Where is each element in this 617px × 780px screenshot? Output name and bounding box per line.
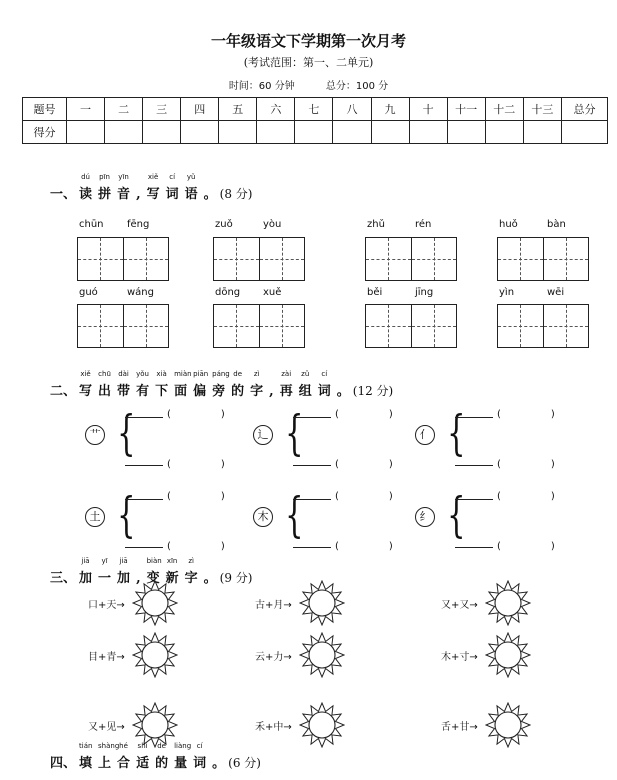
- grid-cell[interactable]: [412, 238, 457, 280]
- section1-char: [98, 173, 112, 202]
- section1-char-text: 读: [79, 187, 93, 202]
- score-header-cell: 总分: [562, 98, 608, 121]
- section3-char: [117, 557, 131, 586]
- sun-answer-icon[interactable]: [485, 702, 531, 748]
- score-input-cell[interactable]: [371, 121, 409, 144]
- section2-char: [117, 370, 131, 399]
- addition-equation: 目+青→: [88, 652, 125, 663]
- section1-char-text: 写: [146, 187, 160, 202]
- section2-char: [279, 370, 293, 399]
- pinyin-syllable: yìn: [499, 287, 515, 298]
- section2-points: (12 分): [352, 384, 394, 398]
- section2-char: [79, 370, 93, 399]
- section2-char-text: 词: [317, 384, 331, 399]
- section1-char: [184, 173, 198, 202]
- score-header-cell: 十三: [523, 98, 561, 121]
- sun-answer-icon[interactable]: [299, 580, 345, 626]
- section2-char: [193, 370, 209, 399]
- exam-scope: (考试范围：第一、二单元): [243, 56, 374, 69]
- section1-char-text: 拼: [98, 187, 112, 202]
- section3-char-pinyin: biàn: [146, 557, 162, 565]
- grid-cell[interactable]: [78, 305, 124, 347]
- section2-char-text: 组: [298, 384, 312, 399]
- pinyin-syllable: jīng: [415, 287, 434, 298]
- section4-char-pinyin: shàng: [98, 742, 120, 750]
- radical-circle: 艹: [85, 425, 105, 445]
- score-header-cell: 四: [181, 98, 219, 121]
- score-header-cell: 十: [409, 98, 447, 121]
- section4-char-text: 量: [174, 756, 188, 771]
- section4-char: [79, 742, 93, 771]
- section4-char: [136, 742, 150, 771]
- grid-cell[interactable]: [366, 238, 412, 280]
- pinyin-syllable: huǒ: [499, 219, 518, 230]
- score-input-cell[interactable]: [562, 121, 608, 144]
- writing-grid[interactable]: [213, 304, 305, 348]
- score-input-cell[interactable]: [447, 121, 485, 144]
- word-paren[interactable]: ( ): [497, 491, 555, 502]
- section4-char-text: 。: [212, 756, 226, 771]
- answer-blank[interactable]: [293, 499, 331, 500]
- section2-char-text: 的: [231, 384, 245, 399]
- sun-answer-icon[interactable]: [299, 632, 345, 678]
- section2-char: [250, 370, 264, 399]
- score-header-cell: 二: [105, 98, 143, 121]
- score-header-cell: 七: [295, 98, 333, 121]
- radical-circle: 亻: [415, 425, 435, 445]
- pinyin-syllable: chūn: [79, 219, 104, 230]
- section2-char-pinyin: cí: [321, 370, 328, 378]
- score-input-cell[interactable]: [257, 121, 295, 144]
- grid-cell[interactable]: [412, 305, 457, 347]
- score-input-cell[interactable]: [485, 121, 523, 144]
- sun-answer-icon[interactable]: [485, 580, 531, 626]
- section-1-heading: [50, 173, 253, 202]
- curly-brace: {: [117, 487, 136, 543]
- word-paren[interactable]: ( ): [335, 459, 393, 470]
- section4-char-pinyin: cí: [196, 742, 203, 750]
- pinyin-syllable: guó: [79, 287, 98, 298]
- pinyin-syllable: běi: [367, 287, 383, 298]
- section2-char-pinyin: zì: [253, 370, 260, 378]
- section2-char-pinyin: xiě: [80, 370, 91, 378]
- score-header-cell: 六: [257, 98, 295, 121]
- section2-char: [155, 370, 169, 399]
- radical-circle: 辶: [253, 425, 273, 445]
- grid-cell[interactable]: [124, 305, 169, 347]
- section2-char-text: 下: [155, 384, 169, 399]
- addition-equation: 古+月→: [255, 600, 292, 611]
- score-row-label: 得分: [23, 121, 67, 144]
- grid-cell[interactable]: [214, 305, 260, 347]
- section3-char: [79, 557, 93, 586]
- section1-char: [165, 173, 179, 202]
- section2-char-text: 。: [336, 384, 350, 399]
- score-header-cell: 十二: [485, 98, 523, 121]
- section2-char-pinyin: zài: [281, 370, 292, 378]
- answer-blank[interactable]: [125, 547, 163, 548]
- section1-char-text: 语: [184, 187, 198, 202]
- section4-char-text: 上: [98, 756, 112, 771]
- section3-char-text: 一: [98, 571, 112, 586]
- section4-char: [98, 742, 120, 771]
- pinyin-syllable: zuǒ: [215, 219, 233, 230]
- section3-char-pinyin: jiā: [119, 557, 128, 565]
- section1-char-pinyin: yǔ: [186, 173, 196, 181]
- section1-char-text: 音: [117, 187, 131, 202]
- section4-char: [212, 752, 225, 771]
- section3-char-pinyin: yī: [101, 557, 108, 565]
- section2-char: [337, 380, 350, 399]
- section1-char: [146, 173, 160, 202]
- word-paren[interactable]: ( ): [167, 459, 225, 470]
- answer-blank[interactable]: [293, 547, 331, 548]
- addition-equation: 禾+中→: [255, 722, 292, 733]
- curly-brace: {: [285, 487, 304, 543]
- grid-cell[interactable]: [260, 305, 305, 347]
- sun-answer-icon[interactable]: [299, 702, 345, 748]
- section2-char: [269, 384, 274, 399]
- score-header-cell: 三: [143, 98, 181, 121]
- exam-meta: [0, 77, 617, 92]
- answer-blank[interactable]: [293, 417, 331, 418]
- section1-char-text: ,: [136, 187, 141, 202]
- pinyin-syllable: rén: [415, 219, 432, 230]
- section1-number: 一、: [50, 187, 77, 202]
- pinyin-syllable: zhǔ: [367, 219, 385, 230]
- grid-cell[interactable]: [498, 238, 544, 280]
- section3-char: [98, 557, 112, 586]
- section2-char: [174, 370, 192, 399]
- score-input-cell[interactable]: [219, 121, 257, 144]
- section-4-heading: [50, 742, 261, 771]
- section1-char-pinyin: xiě: [147, 173, 159, 181]
- score-header-cell: 八: [333, 98, 371, 121]
- pinyin-syllable: xuě: [263, 287, 282, 298]
- word-paren[interactable]: ( ): [335, 491, 393, 502]
- section2-char: [231, 370, 245, 399]
- writing-grid[interactable]: [77, 304, 169, 348]
- section1-char: [117, 173, 131, 202]
- grid-cell[interactable]: [260, 238, 305, 280]
- score-header-label: 题号: [23, 98, 67, 121]
- section2-char-pinyin: dài: [118, 370, 129, 378]
- section2-char-pinyin: piān: [193, 370, 209, 378]
- section3-char-text: 新: [165, 571, 179, 586]
- section4-char-text: 适: [136, 756, 150, 771]
- section2-char-pinyin: xià: [156, 370, 167, 378]
- section2-char-text: 偏: [193, 384, 207, 399]
- writing-grid[interactable]: [365, 304, 457, 348]
- section1-char: [136, 187, 141, 202]
- section3-char: [204, 567, 217, 586]
- addition-equation: 口+天→: [88, 600, 125, 611]
- section4-char-pinyin: shì: [137, 742, 148, 750]
- curly-brace: {: [447, 487, 466, 543]
- section4-char-text: 合: [117, 756, 131, 771]
- section2-char-text: ,: [269, 384, 274, 399]
- score-table-score-row: [23, 121, 608, 144]
- score-header-cell: 十一: [447, 98, 485, 121]
- score-header-cell: 五: [219, 98, 257, 121]
- grid-cell[interactable]: [366, 305, 412, 347]
- section1-char-pinyin: dú: [81, 173, 90, 181]
- writing-grid[interactable]: [497, 237, 589, 281]
- addition-equation: 云+力→: [255, 652, 292, 663]
- section2-char-pinyin: miàn: [174, 370, 192, 378]
- curly-brace: {: [285, 405, 304, 461]
- section1-char-text: 。: [203, 187, 217, 202]
- score-input-cell[interactable]: [181, 121, 219, 144]
- section2-char-pinyin: páng: [212, 370, 230, 378]
- addition-equation: 又+见→: [88, 722, 125, 733]
- section3-char-text: 变: [146, 571, 160, 586]
- section2-char: [136, 370, 150, 399]
- section4-char-pinyin: liàng: [174, 742, 192, 750]
- section2-char: [298, 370, 312, 399]
- section1-char-text: 词: [165, 187, 179, 202]
- score-table: [22, 97, 608, 144]
- section2-char-text: 旁: [212, 384, 226, 399]
- section4-char-pinyin: de: [157, 742, 166, 750]
- section4-char-pinyin: tián: [79, 742, 93, 750]
- section2-char-text: 字: [250, 384, 264, 399]
- section2-char-text: 带: [117, 384, 131, 399]
- answer-blank[interactable]: [455, 547, 493, 548]
- word-paren[interactable]: ( ): [167, 541, 225, 552]
- section4-char: [117, 742, 131, 771]
- section1-char-pinyin: yīn: [118, 173, 129, 181]
- section4-points: (6 分): [228, 756, 261, 770]
- section1-char-pinyin: pīn: [99, 173, 110, 181]
- grid-cell[interactable]: [214, 238, 260, 280]
- section2-char: [98, 370, 112, 399]
- curly-brace: {: [447, 405, 466, 461]
- section4-char: [174, 742, 192, 771]
- score-input-cell[interactable]: [333, 121, 371, 144]
- word-paren[interactable]: ( ): [335, 409, 393, 420]
- section4-char-text: 填: [79, 756, 93, 771]
- radical-circle: 土: [85, 507, 105, 527]
- score-input-cell[interactable]: [67, 121, 105, 144]
- curly-brace: {: [117, 405, 136, 461]
- sun-answer-icon[interactable]: [132, 580, 178, 626]
- pinyin-syllable: fēng: [127, 219, 150, 230]
- section-2-heading: [50, 370, 394, 399]
- section1-points: (8 分): [219, 187, 253, 201]
- section3-char-pinyin: jiā: [81, 557, 90, 565]
- pinyin-syllable: dōng: [215, 287, 241, 298]
- score-input-cell[interactable]: [409, 121, 447, 144]
- section3-char-text: 。: [203, 571, 217, 586]
- section4-char: [193, 742, 207, 771]
- word-paren[interactable]: ( ): [167, 409, 225, 420]
- answer-blank[interactable]: [455, 465, 493, 466]
- section2-char-text: 写: [79, 384, 93, 399]
- section1-char: [79, 173, 93, 202]
- score-header-cell: 一: [67, 98, 105, 121]
- pinyin-syllable: yòu: [263, 219, 282, 230]
- section3-number: 三、: [50, 571, 77, 586]
- section3-char: [184, 557, 198, 586]
- word-paren[interactable]: ( ): [497, 409, 555, 420]
- addition-equation: 木+寸→: [441, 652, 478, 663]
- section3-char-text: 加: [117, 571, 131, 586]
- section3-char-pinyin: zì: [188, 557, 194, 565]
- section2-char: [317, 370, 331, 399]
- section1-char: [204, 183, 217, 202]
- addition-equation: 又+又→: [441, 600, 478, 611]
- section2-char-text: 再: [279, 384, 293, 399]
- sun-answer-icon[interactable]: [132, 632, 178, 678]
- pinyin-syllable: wáng: [127, 287, 154, 298]
- writing-grid[interactable]: [213, 237, 305, 281]
- answer-blank[interactable]: [293, 465, 331, 466]
- grid-cell[interactable]: [124, 238, 169, 280]
- score-header-cell: 九: [371, 98, 409, 121]
- section3-char-pinyin: xīn: [166, 557, 178, 565]
- section3-char-text: 加: [79, 571, 93, 586]
- section3-char-text: 字: [184, 571, 198, 586]
- section2-char-text: 有: [136, 384, 150, 399]
- section2-char-text: 出: [98, 384, 112, 399]
- exam-total: 总分：100 分: [325, 81, 389, 92]
- score-input-cell[interactable]: [105, 121, 143, 144]
- pinyin-syllable: bàn: [547, 219, 566, 230]
- score-input-cell[interactable]: [143, 121, 181, 144]
- answer-blank[interactable]: [455, 417, 493, 418]
- radical-circle: 纟: [415, 507, 435, 527]
- sun-answer-icon[interactable]: [485, 632, 531, 678]
- section3-points: (9 分): [219, 571, 253, 585]
- section2-char-pinyin: de: [233, 370, 243, 378]
- score-table-header-row: [23, 98, 608, 121]
- word-paren[interactable]: ( ): [497, 541, 555, 552]
- section4-char-pinyin: hé: [119, 742, 128, 750]
- word-paren[interactable]: ( ): [335, 541, 393, 552]
- answer-blank[interactable]: [455, 499, 493, 500]
- writing-grid[interactable]: [497, 304, 589, 348]
- addition-equation: 舌+甘→: [441, 722, 478, 733]
- section1-char-pinyin: cí: [169, 173, 176, 181]
- section2-char: [212, 370, 230, 399]
- score-input-cell[interactable]: [523, 121, 561, 144]
- section2-char-pinyin: yǒu: [136, 370, 149, 378]
- radical-circle: 木: [253, 507, 273, 527]
- section3-char-text: ,: [136, 571, 141, 586]
- section4-number: 四、: [50, 756, 77, 771]
- section4-char: [155, 742, 169, 771]
- answer-blank[interactable]: [125, 417, 163, 418]
- word-paren[interactable]: ( ): [497, 459, 555, 470]
- writing-grid[interactable]: [365, 237, 457, 281]
- section2-number: 二、: [50, 384, 77, 399]
- answer-blank[interactable]: [125, 499, 163, 500]
- section2-char-text: 面: [174, 384, 188, 399]
- page-title: 一年级语文下学期第一次月考: [210, 32, 406, 50]
- section4-char-text: 词: [193, 756, 207, 771]
- pinyin-syllable: wēi: [547, 287, 565, 298]
- score-input-cell[interactable]: [295, 121, 333, 144]
- exam-time: 时间：60 分钟: [228, 81, 295, 92]
- grid-cell[interactable]: [498, 305, 544, 347]
- writing-grid[interactable]: [77, 237, 169, 281]
- answer-blank[interactable]: [125, 465, 163, 466]
- section2-char-pinyin: zǔ: [301, 370, 310, 378]
- grid-cell[interactable]: [78, 238, 124, 280]
- section2-char-pinyin: chū: [98, 370, 111, 378]
- section4-char-text: 的: [155, 756, 169, 771]
- grid-cell[interactable]: [544, 238, 589, 280]
- grid-cell[interactable]: [544, 305, 589, 347]
- word-paren[interactable]: ( ): [167, 491, 225, 502]
